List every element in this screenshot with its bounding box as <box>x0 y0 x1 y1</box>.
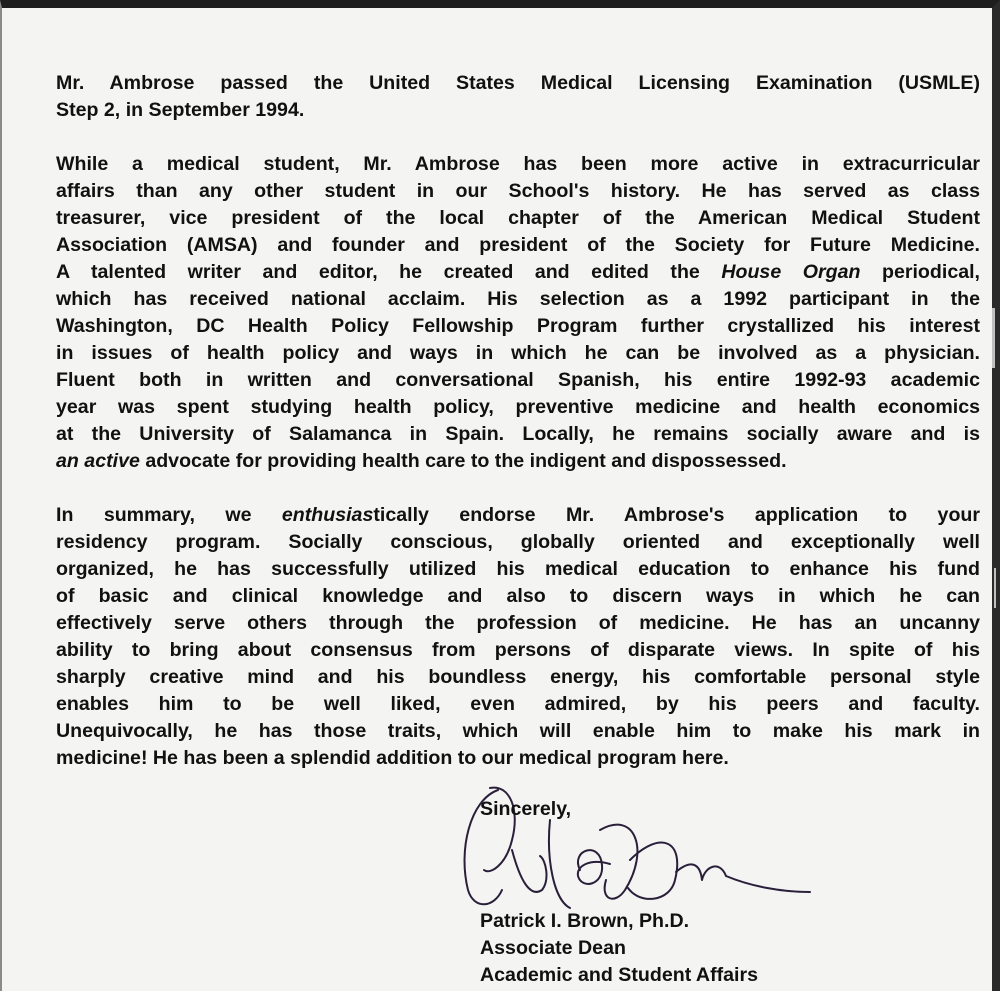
text-line <box>56 259 980 286</box>
text-run: A talented writer and editor, he created and edited the <box>56 261 722 283</box>
text-line: medicine! He has been a splendid addition to our medical program here. <box>56 747 729 769</box>
text-line: ability to bring about consensus from persons of disparate views. In spite of his <box>56 639 980 661</box>
text-line: of basic and clinical knowledge and also to discern ways in which he can <box>56 585 980 607</box>
text-line <box>56 502 980 529</box>
text-line <box>56 448 980 475</box>
text-line: residency program. Socially conscious, globally oriented and exceptionally well <box>56 531 980 553</box>
text-line: effectively serve others through the profession of medicine. He has an uncanny <box>56 612 980 634</box>
paragraph-summary <box>56 502 980 772</box>
signer-title: Associate Dean <box>480 937 626 959</box>
scan-speck <box>994 568 996 608</box>
text-line: in issues of health policy and ways in which he can be involved as a physician. <box>56 342 980 364</box>
text-run: tically endorse Mr. Ambrose's application to your <box>373 504 981 526</box>
paragraph-activities <box>56 151 980 475</box>
closing-salutation: Sincerely, <box>480 798 572 820</box>
text-line: year was spent studying health policy, preventive medicine and health economics <box>56 396 980 418</box>
text-line: Washington, DC Health Policy Fellowship Program further crystallized his interest <box>56 315 980 337</box>
text-line: affairs than any other student in our School's history. He has served as class <box>56 180 980 202</box>
signer-department: Academic and Student Affairs <box>480 964 758 986</box>
paragraph-usmle <box>56 70 980 124</box>
text-line: sharply creative mind and his boundless energy, his comfortable personal style <box>56 666 980 688</box>
text-run: In summary, we <box>56 504 282 526</box>
italic-text-run: enthusias <box>281 504 374 526</box>
text-line: Mr. Ambrose passed the United States Medical Licensing Examination (USMLE) <box>56 72 980 94</box>
text-run: advocate for providing health care to the indigent and dispossessed. <box>139 450 787 472</box>
scan-speck <box>992 308 995 368</box>
text-line: at the University of Salamanca in Spain. Locally, he remains socially aware and is <box>56 423 980 445</box>
text-line: which has received national acclaim. His selection as a 1992 participant in the <box>56 288 980 310</box>
italic-text-run: House Organ <box>721 261 861 283</box>
text-line: Fluent both in written and conversational Spanish, his entire 1992-93 academic <box>56 369 980 391</box>
text-run: periodical, <box>860 261 980 283</box>
text-line: enables him to be well liked, even admired, by his peers and faculty. <box>56 693 980 715</box>
text-line: Association (AMSA) and founder and president of the Society for Future Medicine. <box>56 234 980 256</box>
text-line: Step 2, in September 1994. <box>56 99 305 121</box>
text-line: Unequivocally, he has those traits, which will enable him to make his mark in <box>56 720 980 742</box>
text-line: organized, he has successfully utilized his medical education to enhance his fund <box>56 558 980 580</box>
signer-name: Patrick I. Brown, Ph.D. <box>480 910 690 932</box>
italic-text-run: an active <box>56 450 140 472</box>
text-line: treasurer, vice president of the local chapter of the American Medical Student <box>56 207 980 229</box>
text-line: While a medical student, Mr. Ambrose has been more active in extracurricular <box>56 153 980 175</box>
